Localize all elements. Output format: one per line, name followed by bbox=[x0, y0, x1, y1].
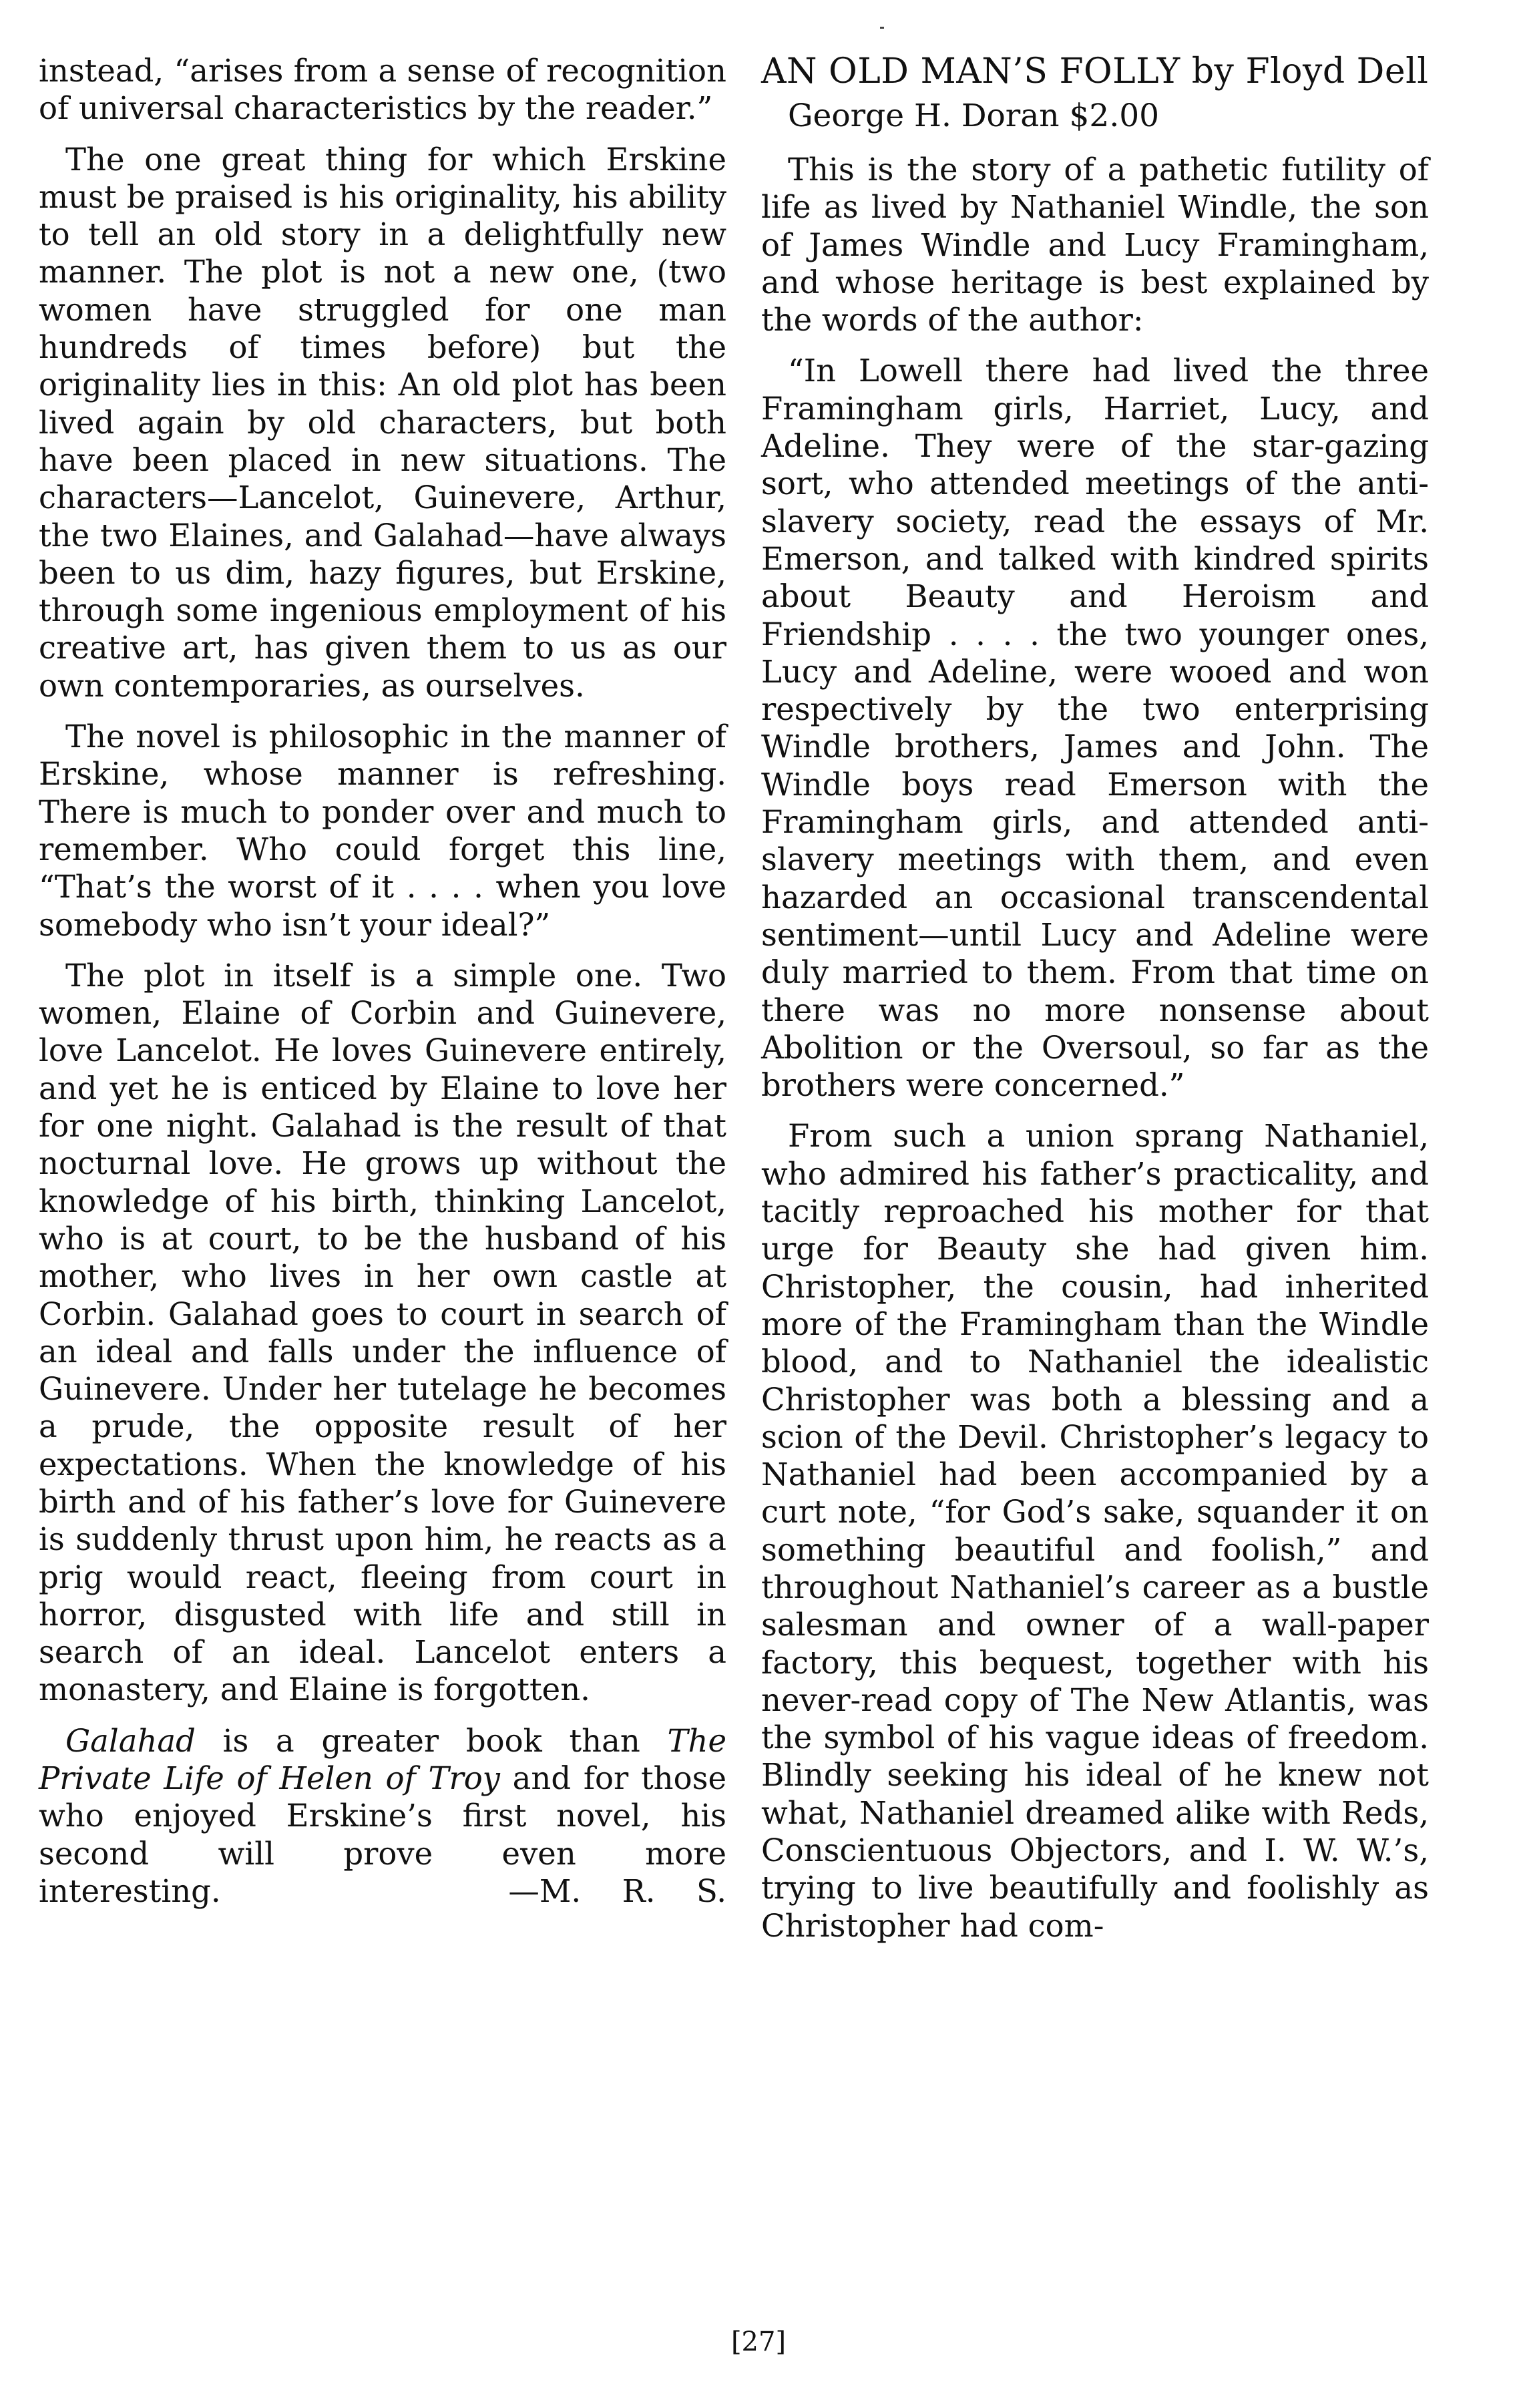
print-mark bbox=[880, 27, 884, 29]
paragraph: From such a union sprang Nathaniel, who admired his father’s practicality, and tacitly reproached his mother for that urge for Beauty she had given him. Christopher, the cousin, had inherited more of the Framingham than the Windle blood, and to Nathaniel the idealistic Christopher was both a blessing and a scion of the Devil. Christopher’s legacy to Nathaniel had been accompanied by a curt note, “for God’s sake, squander it on something beautiful and foolish,” and throughout Nathaniel’s career as a bustle salesman and owner of a wall-paper factory, this bequest, together with his never-read copy of The New Atlantis, was the symbol of his vague ideas of freedom. Blindly seeking his ideal of he knew not what, Nathaniel dreamed alike with Reds, Conscientuous Objectors, and I. W. W.’s, trying to live beautifully and foolishly as Christopher had com- bbox=[761, 1118, 1429, 1944]
text-span: and for those who enjoyed Erskine’s first novel, his second will prove even more interesting. bbox=[39, 1760, 726, 1909]
review-title: AN OLD MAN’S FOLLY by Floyd Dell bbox=[761, 51, 1429, 91]
paragraph: The novel is philosophic in the manner of Erskine, whose manner is refreshing. There is much to ponder over and much to remember. Who could forget this line, “That’s the worst of it . . . . when you love somebody who isn’t your ideal?” bbox=[39, 719, 726, 943]
paragraph: The one great thing for which Erskine must be praised is his originality, his ability to tell an old story in a delightfully new manner. The plot is not a new one, (two women have struggled for one man hundreds of times before) but the originality lies in this: An old plot has been lived again by old characters, but both have been placed in new situations. The characters—Lancelot, Guinevere, Arthur, the two Elaines, and Galahad—have always been to us dim, hazy figures, but Erskine, through some ingenious employment of his creative art, has given them to us as our own contemporaries, as ourselves. bbox=[39, 141, 726, 704]
paragraph: The plot in itself is a simple one. Two women, Elaine of Corbin and Guinevere, love Lancelot. He loves Guinevere entirely, and yet he is enticed by Elaine to love her for one night. Galahad is the result of that nocturnal love. He grows up without the knowledge of his birth, thinking Lancelot, who is at court, to be the husband of his mother, who lives in her own castle at Corbin. Galahad goes to court in search of an ideal and falls under the influence of Guinevere. Under her tutelage he becomes a prude, the opposite result of her expectations. When the knowledge of his birth and of his father’s love for Guinevere is suddenly thrust upon him, he reacts as a prig would react, fleeing from court in horror, disgusted with life and still in search of an ideal. Lancelot enters a monastery, and Elaine is forgotten. bbox=[39, 957, 726, 1708]
publisher-line: George H. Doran $2.00 bbox=[788, 97, 1160, 134]
right-column bbox=[761, 52, 1429, 1958]
paragraph: This is the story of a pathetic futility of life as lived by Nathaniel Windle, the son of James Windle and Lucy Framingham, and whose heritage is best explained by the words of the author: bbox=[761, 152, 1429, 339]
paragraph-continued: instead, “arises from a sense of recognition of universal characteristics by the reader.” bbox=[39, 53, 726, 127]
book-title: Galahad bbox=[65, 1722, 196, 1759]
book-title: The Private Life of Helen of Troy bbox=[39, 1722, 726, 1797]
page-number: [27] bbox=[730, 2327, 787, 2357]
text-span: is a greater book than bbox=[195, 1722, 668, 1759]
left-column bbox=[39, 52, 726, 1923]
reviewer-signature: —M. R. S. bbox=[508, 1872, 727, 1909]
closing-paragraph bbox=[39, 1722, 726, 1910]
quoted-paragraph: “In Lowell there had lived the three Framingham girls, Harriet, Lucy, and Adeline. They were of the star-gazing sort, who attended meetings of the anti-slavery society, read the essays of Mr. Emerson, and talked with kindred spirits about Beauty and Heroism and Friendship . . . . the two younger ones, Lucy and Adeline, were wooed and won respectively by the two enterprising Windle brothers, James and John. The Windle boys read Emerson with the Framingham girls, and attended anti-slavery meetings with them, and even hazarded an occasional transcendental sentiment—until Lucy and Adeline were duly married to them. From that time on there was no more nonsense about Abolition or the Oversoul, so far as the brothers were concerned.” bbox=[761, 353, 1429, 1104]
